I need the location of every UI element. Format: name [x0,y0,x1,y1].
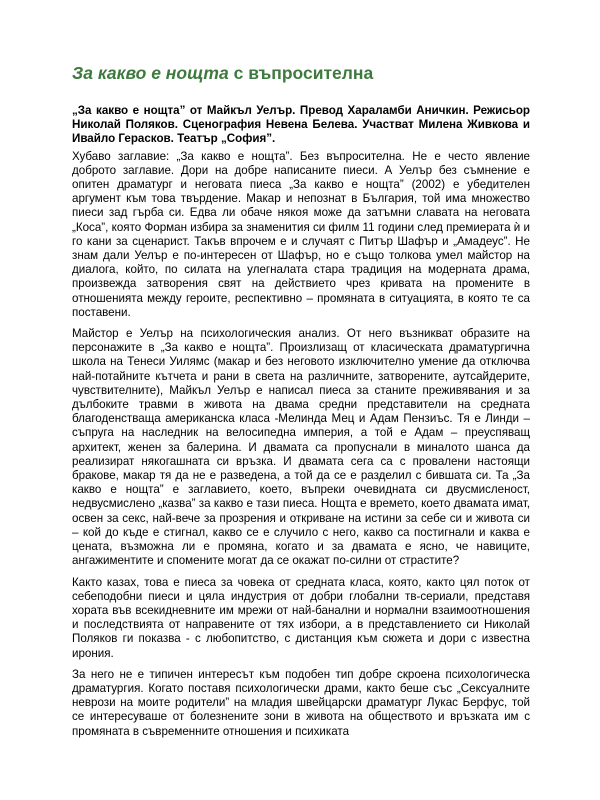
paragraph-4: За него не е типичен интересът към подобен тип добре скроена психологическа драматургия. Когато поставя психологически драми, както беше със „Сексуалните неврози на моите родители” на младия швейцарски драматург Лукас Берфус, той се интересуваше от болезнените зони в живота на обществото и връзката им с промяната в съвременните отношения и психиката [72,667,530,738]
title-suffix: с въпросителна [228,63,374,83]
article-title [72,62,530,84]
paragraph-2: Майстор е Уелър на психологическия анализ. От него възникват образите на персонажите в „За какво е нощта”. Произлизащ от класическата драматургична школа на Тенеси Уилямс (макар и без неговото изключително умение да отключва най-потайните кътчета и рани в света на различните, затворените, аутсайдерите, чувствителните), Майкъл Уелър е написал пиеса за станите преживявания и за дълбоките травми в живота на двама средни представители на средната благоденстваща американска класа -Мелинда Мец и Адам Пензиъс. Тя е Линди – съпруга на наследник на велосипедна империя, а той е Адам – преуспяващ архитект, женен за балерина. И двамата са пропуснали в миналото шанса да реализират някогашната си връзка. И двамата сега са с провалени настоящи бракове, макар тя да не е разведена, а той да се е разделил с бившата си. Та „За какво е нощта” е заглавието, което, въпреки очевидната си двусмисленост, недвусмислено „казва” за какво е тази пиеса. Нощта е времето, което двамата имат, освен за секс, най-вече за прозрения и откриване на истини за себе си и живота си – кой до къде е стигнал, какво се е случило с него, какво са постигнали и каква е цената, възможна ли е промяна, когато и за двамата е ясно, че навиците, ангажиментите и спомените могат да се окажат по-силни от страстите? [72,327,530,568]
article [72,62,530,746]
paragraph-3: Както казах, това е пиеса за човека от средната класа, която, както цял поток от себеподобни пиеси и цяла индустрия от добри глобални тв-сериали, представя хората във всекидневните им мрежи от най-банални и нормални взаимоотношения и последствията от направените от тях избори, а в представлението си Николай Поляков ги показва - с любопитство, с дистанция към сюжета и дори с известна ирония. [72,575,530,660]
credits-subtitle: „За какво е нощта” от Майкъл Уелър. Превод Хараламби Аничкин. Режисьор Николай Поляков. Сценография Невена Белева. Участват Милена Живкова и Ивайло Герасков. Театър „София”. [72,104,530,146]
title-play-name: За какво е нощта [72,63,229,83]
paragraph-1: Хубаво заглавие: „За какво е нощта”. Без въпросителна. Не е често явление доброто заглавие. Дори на добре написаните пиеси. А Уелър без съмнение е опитен драматург и неговата пиеса „За какво е нощта” (2002) е убедителен аргумент към това твърдение. Макар и непознат в България, той има множество пиеси зад гърба си. Едва ли обаче някоя може да затъмни славата на неговата „Коса”, която Форман избира за знаменития си филм 11 години след премиерата ѝ и го кани за сценарист. Такъв впрочем е и случаят с Питър Шафър и „Амадеус”. Не знам дали Уелър е по-интересен от Шафър, но е също толкова умел майстор на диалога, който, по силата на улегналата стара традиция на модерната драма, произвежда затворения свят на действието чрез кривата на промените в отношенията между героите, респективно – промяната в ситуацията, в която те са поставени. [72,149,530,319]
